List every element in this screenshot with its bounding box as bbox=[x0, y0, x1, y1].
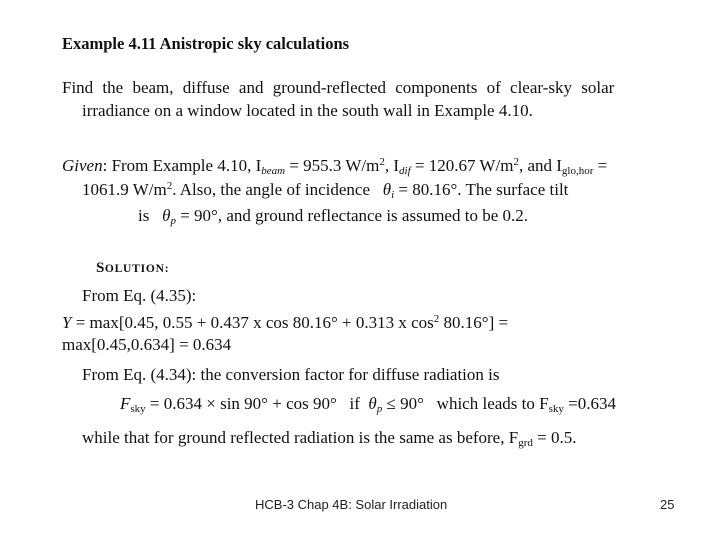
theta-symbol: θ bbox=[382, 180, 392, 199]
ground-reflected-line: while that for ground reflected radiation is the same as before, $F_{grd} = 0.5$. bbox=[82, 428, 577, 449]
solution-heading: SOLUTION: bbox=[96, 260, 170, 276]
from-eq-435: From Eq. (4.35): bbox=[82, 286, 197, 305]
given-label: Given bbox=[62, 156, 103, 175]
y-equation-line-1: Y = max[0.45, 0.55 + 0.437 x cos 80.16° + 0.313 x $\cos^2 80.16^\circ$] = bbox=[62, 313, 509, 332]
theta-symbol: θ bbox=[162, 206, 171, 225]
slide-title: Example 4.11 Anistropic sky calculations bbox=[62, 34, 350, 53]
given-line-3: is $\theta_p = 90^\circ$, and ground reflectance is assumed to be 0.2. bbox=[138, 206, 528, 227]
f-sky-equation: $F_{sky} = 0.634 \times \sin 90^\circ + \cos 90^\circ$ if $\theta_p \le 90^\circ$ which leads to $F_{sky} =0.634$ bbox=[120, 394, 616, 415]
footer-caption: HCB-3 Chap 4B: Solar Irradiation bbox=[255, 497, 448, 512]
y-equation-line-2: max[0.45,0.634] = 0.634 bbox=[62, 335, 232, 354]
given-line-2: 1061.9 $W/m^2$. Also, the angle of incidence $\theta_i = 80.16^\circ$. The surface tilt bbox=[82, 180, 569, 201]
intro-line-1: Find the beam, diffuse and ground-reflected components of clear-sky solar bbox=[62, 78, 615, 97]
from-eq-434: From Eq. (4.34): the conversion factor for diffuse radiation is bbox=[82, 365, 500, 384]
page-number: 25 bbox=[660, 497, 675, 512]
given-line-1: Given: From Example 4.10, $I_{beam} = 955.3$ $W/m^2$, $I_{dif} = 120.67$ $W/m^2$, and $I_{glo,hor}$ = bbox=[62, 156, 608, 177]
intro-line-2: irradiance on a window located in the south wall in Example 4.10. bbox=[82, 101, 533, 120]
